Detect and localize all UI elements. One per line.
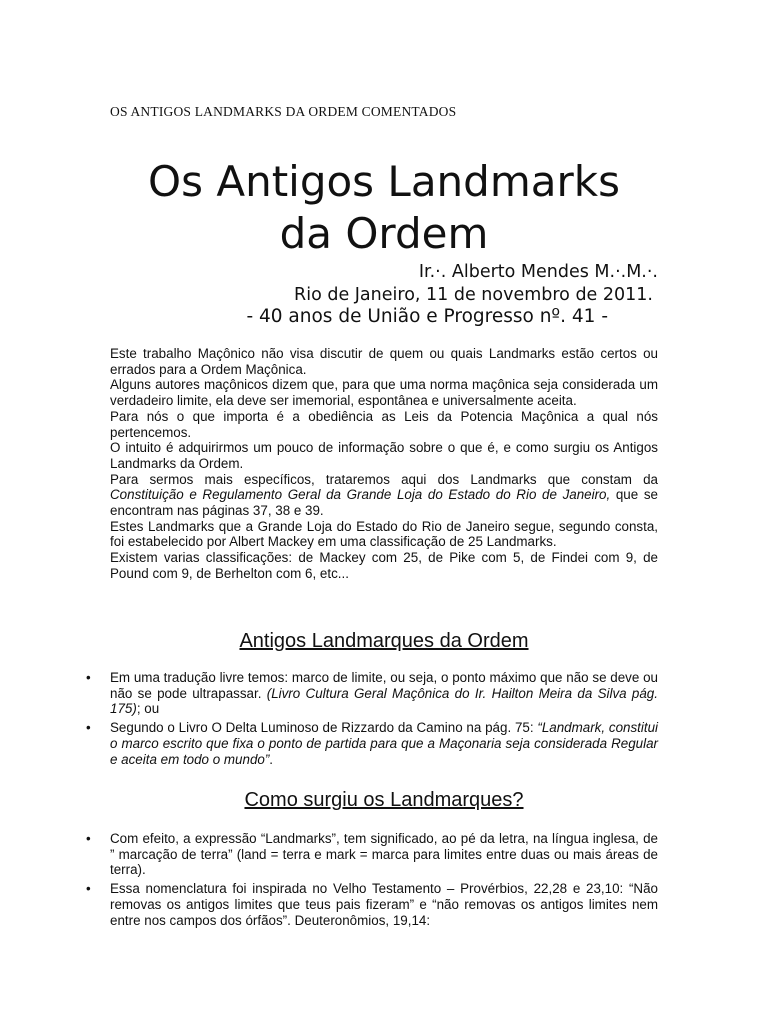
bullet-icon: • — [86, 670, 91, 685]
list-item — [86, 720, 658, 767]
document-title — [80, 156, 688, 260]
list-item-text: Essa nomenclatura foi inspirada no Velho Testamento – Provérbios, 22,28 e 23,10: “Não removas os antigos limites que teus pais fizeram” e “não removas os antigos limites nem entre nos campos dos órfãos”. Deuteronômios, 19,14: — [110, 881, 658, 928]
title-line-1: Os Antigos Landmarks — [148, 157, 620, 206]
intro-paragraph: Alguns autores maçônicos dizem que, para que uma norma maçônica seja considerada um verdadeiro limite, ela deve ser imemorial, espontânea e universalmente aceita. — [110, 377, 658, 409]
author-line: Ir.·. Alberto Mendes M.·.M.·. — [418, 262, 658, 282]
bullet-icon: • — [86, 831, 91, 846]
intro-italic-span: Constituição e Regulamento Geral da Grande Loja do Estado do Rio de Janeiro, — [110, 487, 611, 503]
list-item-text: Segundo o Livro O Delta Luminoso de Rizzardo da Camino na pág. 75: — [110, 720, 538, 736]
running-header: OS ANTIGOS LANDMARKS DA ORDEM COMENTADOS — [110, 104, 457, 119]
section-heading-antigos-landmarques: Antigos Landmarques da Ordem — [239, 630, 529, 652]
section-heading-como-surgiu: Como surgiu os Landmarques? — [244, 789, 524, 811]
list-item — [86, 670, 658, 717]
lodge-line: - 40 anos de União e Progresso nº. 41 - — [246, 306, 608, 327]
list-item-text-end: . — [269, 751, 274, 767]
intro-paragraph: Estes Landmarks que a Grande Loja do Estado do Rio de Janeiro segue, segundo consta, foi estabelecido por Albert Mackey em uma classificação de 25 Landmarks. — [110, 518, 658, 550]
list-item-text: Com efeito, a expressão “Landmarks”, tem significado, ao pé da letra, na língua inglesa, de ” marcação de terra” (land = terra e mark = marca para limites entre duas ou mais áreas de terra). — [110, 831, 658, 878]
list-item-italic: “Landmark, constitui o marco escrito que fixa o ponto de partida para que a Maçonaria seja considerada Regular e aceita em todo o mundo” — [110, 720, 658, 767]
intro-paragraph — [110, 472, 658, 519]
list-item — [86, 831, 658, 878]
bullet-list-origin — [86, 831, 658, 931]
intro-text — [110, 346, 658, 582]
bullet-list-definitions — [86, 670, 658, 770]
list-item-text-end: ; ou — [136, 701, 160, 717]
intro-text-span: que se encontram nas páginas 37, 38 e 39. — [110, 487, 658, 519]
intro-paragraph: Para nós o que importa é a obediência as Leis da Potencia Maçônica a qual nós pertencemos. — [110, 408, 658, 440]
bullet-icon: • — [86, 720, 91, 736]
intro-text-span: Para sermos mais específicos, trataremos aqui dos Landmarks que constam da — [110, 471, 658, 487]
title-line-2: da Ordem — [279, 209, 489, 258]
bullet-icon: • — [86, 881, 91, 897]
list-item-italic: (Livro Cultura Geral Maçônica do Ir. Hailton Meira da Silva pág. 175) — [110, 685, 658, 717]
intro-paragraph: Este trabalho Maçônico não visa discutir de quem ou quais Landmarks estão certos ou errados para a Ordem Maçônica. — [110, 346, 658, 377]
list-item — [86, 881, 658, 928]
intro-paragraph: Existem varias classificações: de Mackey com 25, de Pike com 5, de Findei com 9, de Pound com 9, de Berhelton com 6, etc... — [110, 550, 658, 581]
intro-paragraph: O intuito é adquirirmos um pouco de informação sobre o que é, e como surgiu os Antigos Landmarks da Ordem. — [110, 440, 658, 471]
place-date-line: Rio de Janeiro, 11 de novembro de 2011. — [294, 285, 653, 305]
list-item-text: Em uma tradução livre temos: marco de limite, ou seja, o ponto máximo que não se deve ou não se pode ultrapassar. — [110, 670, 658, 701]
